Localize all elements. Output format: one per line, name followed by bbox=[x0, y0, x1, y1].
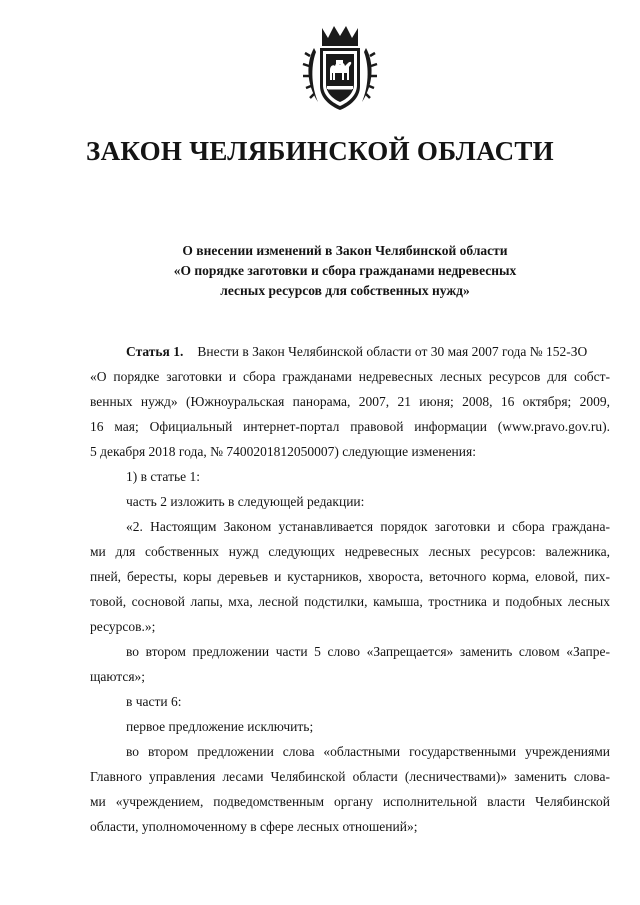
body-line: часть 2 изложить в следующей редакции: bbox=[126, 494, 365, 509]
body-line: области, уполномоченному в сфере лесных отношений»; bbox=[90, 819, 418, 834]
body-line: «2. Настоящим Законом устанавливается порядок заготовки и сбора граждана- bbox=[126, 519, 610, 534]
article-first-line bbox=[90, 339, 610, 364]
body-line: товой, сосновой лапы, мха, лесной подстилки, камыша, тростника и подобных лесных bbox=[90, 594, 610, 609]
body-line: 5 декабря 2018 года, № 7400201812050007) следующие изменения: bbox=[90, 444, 476, 459]
article-body bbox=[90, 339, 610, 839]
subtitle-line: «О порядке заготовки и сбора гражданами недревесных bbox=[173, 263, 517, 278]
subtitle-line: лесных ресурсов для собственных нужд» bbox=[220, 283, 470, 298]
body-line: 16 мая; Официальный интернет-портал правовой информации (www.pravo.gov.ru). bbox=[90, 419, 610, 434]
article-heading: Статья 1. bbox=[126, 344, 184, 359]
body-line: во втором предложении слова «областными государственными учреждениями bbox=[126, 744, 610, 759]
body-line: ми «учреждением, подведомственным органу исполнительной власти Челябинской bbox=[90, 794, 610, 809]
body-line: первое предложение исключить; bbox=[126, 719, 314, 734]
body-line: пней, бересты, коры деревьев и кустарников, хвороста, веточного корма, еловой, пих- bbox=[90, 569, 610, 584]
body-line: в части 6: bbox=[126, 694, 182, 709]
body-line: ми для собственных нужд следующих недревесных лесных ресурсов: валежника, bbox=[90, 544, 610, 559]
body-line: Главного управления лесами Челябинской области (лесничествами)» заменить слова- bbox=[90, 769, 610, 784]
body-line: венных нужд» (Южноуральская панорама, 2007, 21 июня; 2008, 16 октября; 2009, bbox=[90, 394, 610, 409]
document-title: ЗАКОН ЧЕЛЯБИНСКОЙ ОБЛАСТИ bbox=[86, 136, 554, 166]
body-line: ресурсов.»; bbox=[90, 619, 156, 634]
body-line: во втором предложении части 5 слово «Запрещается» заменить словом «Запре- bbox=[126, 644, 610, 659]
body-line: 1) в статье 1: bbox=[126, 469, 200, 484]
body-line: щаются»; bbox=[90, 669, 146, 684]
article-intro-text: Внести в Закон Челябинской области от 30 мая 2007 года № 152-ЗО bbox=[197, 344, 588, 359]
body-line: «О порядке заготовки и сбора гражданами недревесных лесных ресурсов для собст- bbox=[90, 369, 610, 384]
chelyabinsk-coat-of-arms-icon bbox=[300, 22, 380, 116]
document-subtitle bbox=[80, 241, 610, 301]
subtitle-line: О внесении изменений в Закон Челябинской области bbox=[182, 243, 508, 258]
